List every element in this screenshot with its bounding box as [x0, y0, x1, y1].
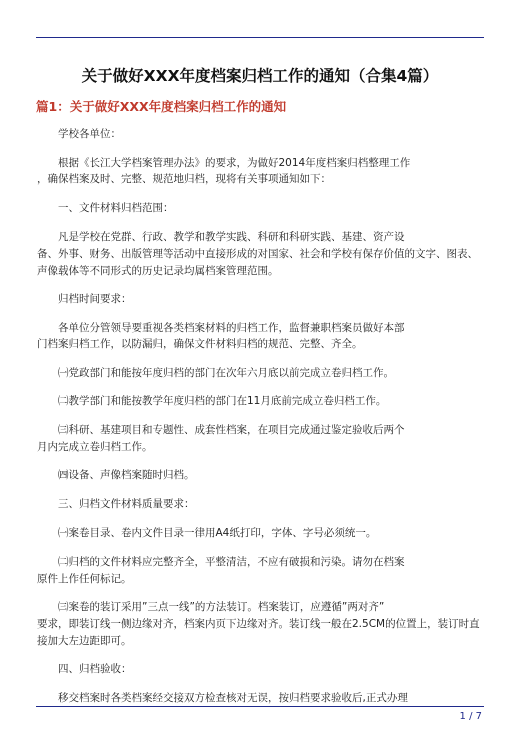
paragraph-line: 门档案归档工作，以防漏归，确保文件材料归档的规范、完整、齐全。	[37, 338, 363, 350]
section-heading-4: 四、归档验收：	[58, 663, 132, 675]
section-heading-1: 一、文件材料归档范围：	[58, 202, 174, 214]
list-item: 要求，即装订线一侧边缘对齐，档案内页下边缘对齐。装订线一般在2.5CM的位置上，装订时直	[37, 618, 480, 630]
list-item: ㈢科研、基建项目和专题性、成套性档案，在项目完成通过鉴定验收后两个	[58, 424, 405, 436]
paragraph-line: 移交档案时各类档案经交接双方检查核对无误，按归档要求验收后,正式办理	[58, 692, 408, 704]
list-item: ㈠党政部门和能按年度归档的部门在次年六月底以前完成立卷归档工作。	[58, 367, 394, 379]
paragraph-line: 各单位分管领导要重视各类档案材料的归档工作，监督兼职档案员做好本部	[58, 322, 405, 334]
paragraph-line: 凡是学校在党群、行政、教学和教学实践、科研和科研实践、基建、资产设	[58, 231, 405, 243]
list-item: 接加大左边距即可。	[37, 635, 132, 647]
list-item: 月内完成立卷归档工作。	[37, 441, 153, 453]
list-item: ㈡归档的文件材料应完整齐全，平整清洁，不应有破损和污染。请勿在档案	[58, 556, 405, 568]
section-heading-3: 三、归档文件材料质量要求：	[58, 498, 195, 510]
section-heading: 篇1：关于做好XXX年度档案归档工作的通知	[36, 99, 287, 114]
salutation: 学校各单位：	[58, 128, 121, 140]
list-item: ㈡教学部门和能按教学年度归档的部门在11月底前完成立卷归档工作。	[58, 395, 387, 407]
paragraph-line: 备、外事、财务、出版管理等活动中直接形成的对国家、社会和学校有保存价值的文字、图表、	[37, 248, 478, 260]
list-item: 原件上作任何标记。	[37, 573, 132, 585]
paragraph-line: ，确保档案及时、完整、规范地归档，现将有关事项通知如下：	[37, 173, 331, 185]
footer-rule	[36, 706, 484, 707]
list-item: ㈠案卷目录、卷内文件目录一律用A4纸打印，字体、字号必须统一。	[58, 527, 377, 539]
paragraph-line: 根据《长江大学档案管理办法》的要求，为做好2014年度档案归档整理工作	[58, 157, 411, 169]
list-item: ㈣设备、声像档案随时归档。	[58, 469, 195, 481]
document-title: 关于做好XXX年度档案归档工作的通知（合集4篇）	[81, 67, 439, 85]
header-rule	[36, 37, 484, 38]
page-indicator: 1 / 7	[459, 711, 482, 722]
section-heading-2: 归档时间要求：	[58, 293, 132, 305]
paragraph-line: 声像载体等不同形式的历史记录均属档案管理范围。	[37, 265, 279, 277]
list-item: ㈢案卷的装订采用”三点一线”的方法装订。档案装订，应遵循”两对齐”	[58, 601, 385, 613]
